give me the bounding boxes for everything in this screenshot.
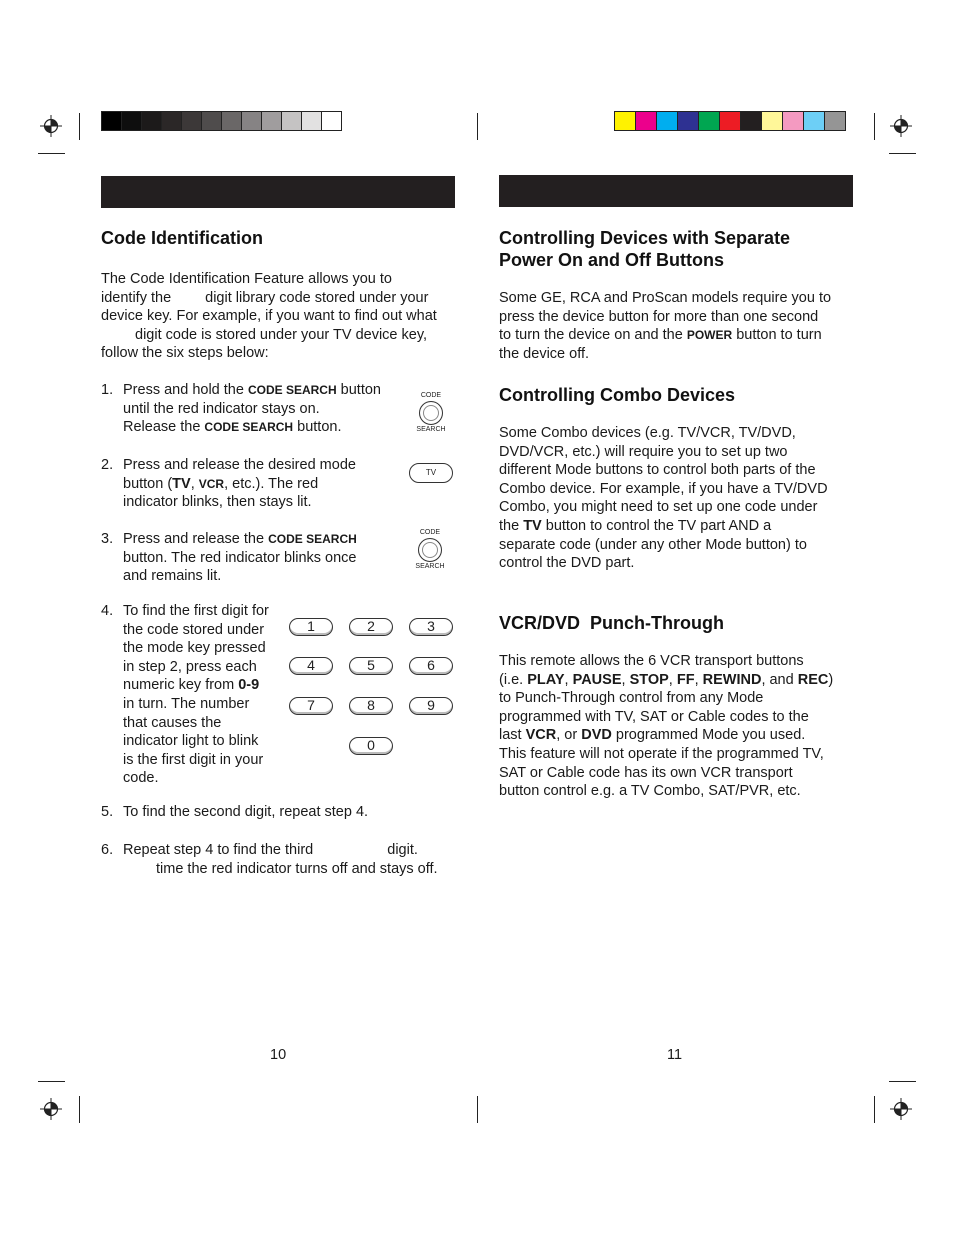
key-4: 4 — [289, 657, 333, 675]
crop-mark — [874, 1096, 875, 1123]
section-heading-combo-devices: Controlling Combo Devices — [499, 385, 736, 405]
calibration-swatch — [181, 111, 202, 131]
step-number: 1. — [101, 382, 114, 398]
step-number: 2. — [101, 457, 114, 473]
step-5-text: To find the second digit, repeat step 4. — [123, 804, 369, 820]
code-search-button-icon: CODE SEARCH — [416, 392, 446, 433]
crop-mark — [38, 1081, 65, 1082]
code-search-button-icon: CODE SEARCH — [415, 529, 445, 570]
key-7: 7 — [289, 697, 333, 715]
key-9: 9 — [409, 697, 453, 715]
key-8: 8 — [349, 697, 393, 715]
tv-button-icon: TV — [409, 463, 453, 483]
key-2: 2 — [349, 618, 393, 636]
page-number-right: 11 — [667, 1047, 683, 1063]
calibration-swatch — [782, 111, 804, 131]
calibration-swatch — [121, 111, 142, 131]
crop-mark — [477, 113, 478, 140]
step-number: 3. — [101, 531, 114, 547]
calibration-swatch — [635, 111, 657, 131]
calibration-swatch — [301, 111, 322, 131]
calibration-swatch — [161, 111, 182, 131]
step-number: 5. — [101, 804, 114, 820]
calibration-swatch — [141, 111, 162, 131]
crop-mark — [38, 153, 65, 154]
key-0: 0 — [349, 737, 393, 755]
step-3-text: Press and release the CODE SEARCH button. The red indicator blinks once and remains lit. — [123, 531, 357, 585]
crop-mark — [874, 113, 875, 140]
calibration-swatch — [241, 111, 262, 131]
registration-mark-icon — [890, 1098, 912, 1120]
calibration-swatch — [201, 111, 222, 131]
intro-paragraph: The Code Identification Feature allows you to identify the digit library code stored under your device key. For example, if you want to find out what digit code is stored under your TV device key, follow the six steps below: — [101, 271, 437, 362]
calibration-swatch — [656, 111, 678, 131]
crop-mark — [79, 1096, 80, 1123]
step-1-text: Press and hold the CODE SEARCH button until the red indicator stays on. Release the CODE SEARCH button. — [123, 382, 381, 436]
key-5: 5 — [349, 657, 393, 675]
key-6: 6 — [409, 657, 453, 675]
registration-mark-icon — [40, 1098, 62, 1120]
step-4-text: To find the first digit for the code stored under the mode key pressed in step 2, press each numeric key from 0-9 in turn. The number that causes the indicator light to blink is the first digit in your code. — [123, 603, 269, 787]
calibration-swatch — [321, 111, 342, 131]
calibration-swatch — [761, 111, 783, 131]
right-header-bar — [499, 175, 853, 207]
page-number-left: 10 — [270, 1047, 287, 1063]
calibration-swatch — [101, 111, 122, 131]
crop-mark — [889, 153, 916, 154]
calibration-swatch — [677, 111, 699, 131]
calibration-swatch — [803, 111, 825, 131]
step-2-text: Press and release the desired mode button (TV, VCR, etc.). The red indicator blinks, then stays lit. — [123, 457, 356, 511]
calibration-swatch — [740, 111, 762, 131]
step-number: 4. — [101, 603, 114, 619]
registration-mark-icon — [40, 115, 62, 137]
key-1: 1 — [289, 618, 333, 636]
left-header-bar — [101, 176, 455, 208]
crop-mark — [889, 1081, 916, 1082]
step-6-text: Repeat step 4 to find the third digit. time the red indicator turns off and stays off. — [123, 842, 438, 877]
calibration-swatch — [824, 111, 846, 131]
crop-mark — [477, 1096, 478, 1123]
crop-mark — [79, 113, 80, 140]
separate-power-paragraph: Some GE, RCA and ProScan models require you to press the device button for more than one second to turn the device on and the POWER button to turn the device off. — [499, 290, 832, 362]
calibration-swatch — [261, 111, 282, 131]
calibration-swatch — [698, 111, 720, 131]
step-number: 6. — [101, 842, 114, 858]
registration-mark-icon — [890, 115, 912, 137]
calibration-swatch — [221, 111, 242, 131]
combo-devices-paragraph: Some Combo devices (e.g. TV/VCR, TV/DVD, DVD/VCR, etc.) will require you to set up two different Mode buttons to control both parts of the Combo device. For example, if you have a TV/DVD Combo, you might need to set up one code under the TV button to control the TV part AND a separate code (under any other Mode button) to control the DVD part. — [499, 425, 828, 572]
key-3: 3 — [409, 618, 453, 636]
calibration-swatch — [719, 111, 741, 131]
calibration-swatch — [281, 111, 302, 131]
section-heading-punch-through: VCR/DVD Punch-Through — [499, 613, 724, 633]
section-heading-code-identification: Code Identification — [101, 228, 263, 248]
section-heading-separate-power: Controlling Devices with Separate Power On and Off Buttons — [499, 228, 791, 270]
punch-through-paragraph: This remote allows the 6 VCR transport buttons (i.e. PLAY, PAUSE, STOP, FF, REWIND, and REC) to Punch-Through control from any Mode programmed with TV, SAT or Cable codes to the last VCR, or DVD programmed Mode you used. This feature will not operate if the programmed TV, SAT or Cable code has its own VCR transport button control e.g. a TV Combo, SAT/PVR, etc. — [499, 653, 834, 800]
calibration-swatch — [614, 111, 636, 131]
